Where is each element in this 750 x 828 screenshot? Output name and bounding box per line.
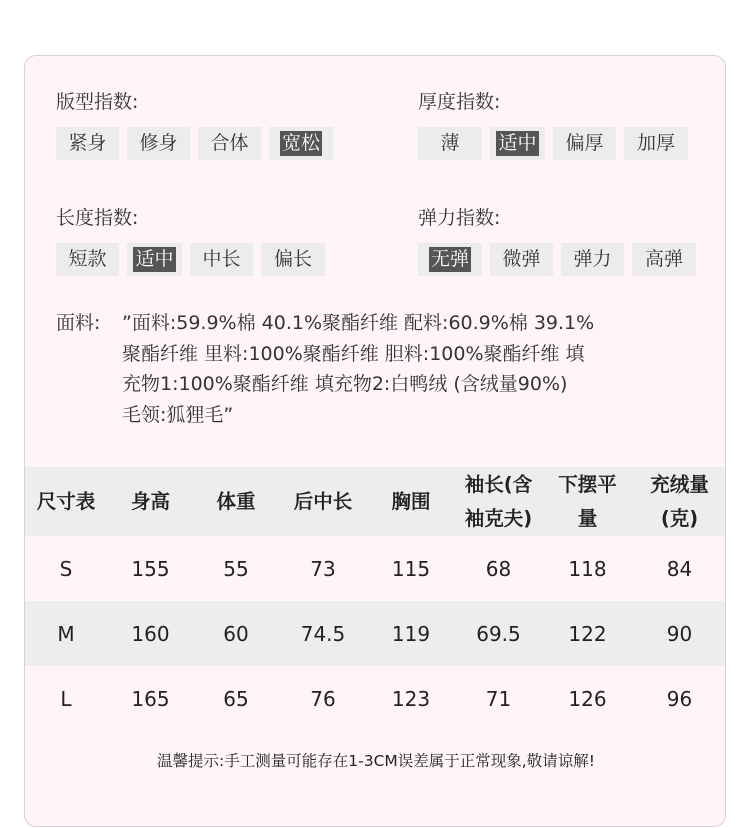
fabric-description [56,308,706,430]
header-weight: 体重 [216,489,256,513]
table-cell: 115 [391,556,431,581]
header-chest: 胸围 [391,489,431,513]
thickness-option-thin: 薄 [418,127,482,160]
fabric-line: 毛领:狐狸毛” [122,403,234,426]
thickness-option-medium: 适中 [490,127,545,160]
table-cell: 118 [568,556,607,581]
table-cell: M [57,621,75,646]
fit-option-tight: 紧身 [56,127,119,160]
table-cell: 60 [223,621,249,646]
table-cell: 122 [568,621,607,646]
elasticity-option-none: 无弹 [418,243,482,276]
fabric-label: 面料: [56,312,101,334]
elasticity-index [418,205,704,276]
length-option-medium: 适中 [127,243,182,276]
fabric-line: 充物1:100%聚酯纤维 填充物2:白鸭绒 (含绒量90%) [122,373,568,395]
table-cell: 73 [310,556,336,581]
table-cell: 55 [223,556,249,581]
thickness-index-title: 厚度指数: [418,91,501,113]
table-cell: S [59,556,73,581]
table-cell: 74.5 [300,621,346,646]
table-cell: 126 [568,686,607,711]
table-row [25,536,726,601]
fabric-line: ”面料:59.9%棉 40.1%聚酯纤维 配料:60.9%棉 39.1% [122,312,595,334]
table-cell: 69.5 [476,621,521,646]
size-table [25,467,726,731]
length-option-mid-long: 中长 [190,243,253,276]
elasticity-option-high: 高弹 [632,243,696,276]
fit-option-regular: 合体 [198,127,261,160]
length-index [56,205,333,276]
table-cell: 71 [485,686,512,711]
header-back-length: 后中长 [293,489,353,513]
fit-index-title: 版型指数: [56,91,139,113]
fabric-line: 聚酯纤维 里料:100%聚酯纤维 胆料:100%聚酯纤维 填 [122,342,585,365]
table-cell: L [60,686,72,711]
elasticity-option-slight: 微弹 [490,243,553,276]
table-cell: 155 [131,556,170,581]
header-sleeve-length: 袖长(含 袖克夫) [464,472,533,530]
header-hem-width: 下摆平 量 [558,472,617,530]
length-option-short: 短款 [56,243,119,276]
product-info-card [24,55,726,827]
header-height: 身高 [130,489,170,513]
elasticity-index-title: 弹力指数: [418,207,501,229]
fit-option-loose: 宽松 [269,127,333,160]
fit-index [56,89,341,160]
table-cell: 65 [223,686,249,711]
length-index-title: 长度指数: [56,207,139,229]
table-cell: 165 [131,686,170,711]
thickness-index [418,89,696,160]
table-cell: 160 [131,621,170,646]
thickness-option-extra-thick: 加厚 [624,127,688,160]
measurement-tip: 温馨提示:手工测量可能存在1-3CM误差属于正常现象,敬请谅解! [157,752,595,770]
table-row [25,601,726,666]
header-size-chart: 尺寸表 [36,489,96,513]
length-option-long: 偏长 [261,243,325,276]
table-cell: 68 [485,556,512,581]
fit-option-slim: 修身 [127,127,190,160]
table-cell: 90 [666,621,693,646]
table-row [25,666,726,731]
table-cell: 119 [391,621,431,646]
thickness-option-thick: 偏厚 [553,127,616,160]
elasticity-option-stretch: 弹力 [561,243,624,276]
size-table-header [25,467,726,536]
table-cell: 123 [391,686,431,711]
header-down-fill: 充绒量 (克) [650,472,709,530]
table-cell: 96 [666,686,693,711]
table-cell: 76 [310,686,336,711]
table-cell: 84 [666,556,693,581]
